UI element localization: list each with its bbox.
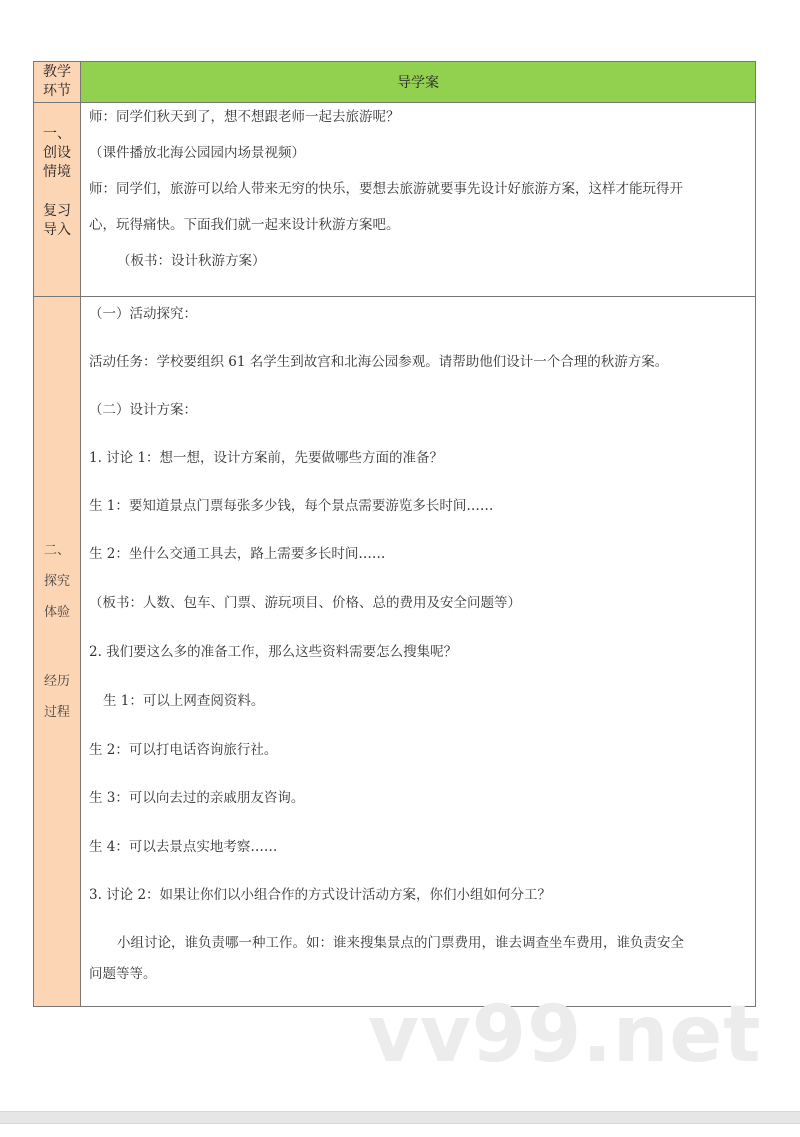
text-line: 2. 我们要这么多的准备工作，那么这些资料需要怎么搜集呢？	[89, 644, 458, 660]
header-title: 导学案	[81, 62, 756, 103]
header-left-text: 教学环节	[43, 64, 71, 99]
lesson-table	[33, 61, 756, 1007]
text-line: 生 1：要知道景点门票每张多少钱，每个景点需要游览多长时间……	[89, 498, 494, 514]
section2-label	[34, 297, 81, 1007]
text-line: （板书：人数、包车、门票、游玩项目、价格、总的费用及安全问题等）	[89, 595, 521, 611]
text-line: 心，玩得痛快。下面我们就一起来设计秋游方案吧。	[89, 217, 400, 233]
text-line: 生 2：坐什么交通工具去，路上需要多长时间……	[89, 546, 386, 562]
text-line: 3. 讨论 2：如果让你们以小组合作的方式设计活动方案，你们小组如何分工？	[89, 887, 552, 903]
header-left	[34, 62, 81, 103]
text-line: （二）设计方案：	[89, 402, 197, 418]
text-line: （课件播放北海公园园内场景视频）	[89, 145, 305, 161]
label-line: 探究	[43, 574, 70, 589]
text-line: 1. 讨论 1：想一想，设计方案前，先要做哪些方面的准备？	[89, 450, 444, 466]
header-row	[34, 62, 756, 103]
section1-row	[34, 103, 756, 297]
text-line: 师：同学们，旅游可以给人带来无穷的快乐，要想去旅游就要事先设计好旅游方案，这样才能玩得开	[89, 181, 683, 197]
label-line: 导入	[43, 222, 71, 238]
label-line: 复习	[43, 203, 71, 219]
label-line: 创设	[43, 145, 71, 161]
text-line: 问题等等。	[89, 966, 157, 982]
label-line: 过程	[43, 705, 70, 720]
label-line: 体验	[43, 605, 70, 620]
label-line: 经历	[43, 674, 70, 689]
text-line: （一）活动探究：	[89, 306, 197, 322]
text-line: 生 2：可以打电话咨询旅行社。	[89, 742, 278, 758]
watermark: vv99.net	[368, 990, 762, 1080]
text-line: 小组讨论，谁负责哪一种工作。如：谁来搜集景点的门票费用，谁去调查坐车费用，谁负责安全	[117, 935, 684, 951]
text-line: 生 3：可以向去过的亲戚朋友咨询。	[89, 790, 305, 806]
page-separator	[0, 1111, 800, 1124]
section1-label	[34, 103, 81, 297]
label-line: 一、	[43, 126, 71, 142]
section1-content	[81, 103, 756, 297]
label-line: 二、	[43, 543, 70, 558]
text-line: （板书：设计秋游方案）	[117, 253, 266, 269]
text-line: 活动任务：学校要组织 61 名学生到故宫和北海公园参观。请帮助他们设计一个合理的秋游方案。	[89, 354, 669, 370]
text-line: 生 4：可以去景点实地考察……	[89, 839, 278, 855]
text-line: 生 1：可以上网查阅资料。	[103, 693, 265, 709]
text-line: 师：同学们秋天到了，想不想跟老师一起去旅游呢？	[89, 109, 400, 125]
section2-row	[34, 297, 756, 1007]
section2-content	[81, 297, 756, 1007]
label-line: 情境	[43, 164, 71, 180]
